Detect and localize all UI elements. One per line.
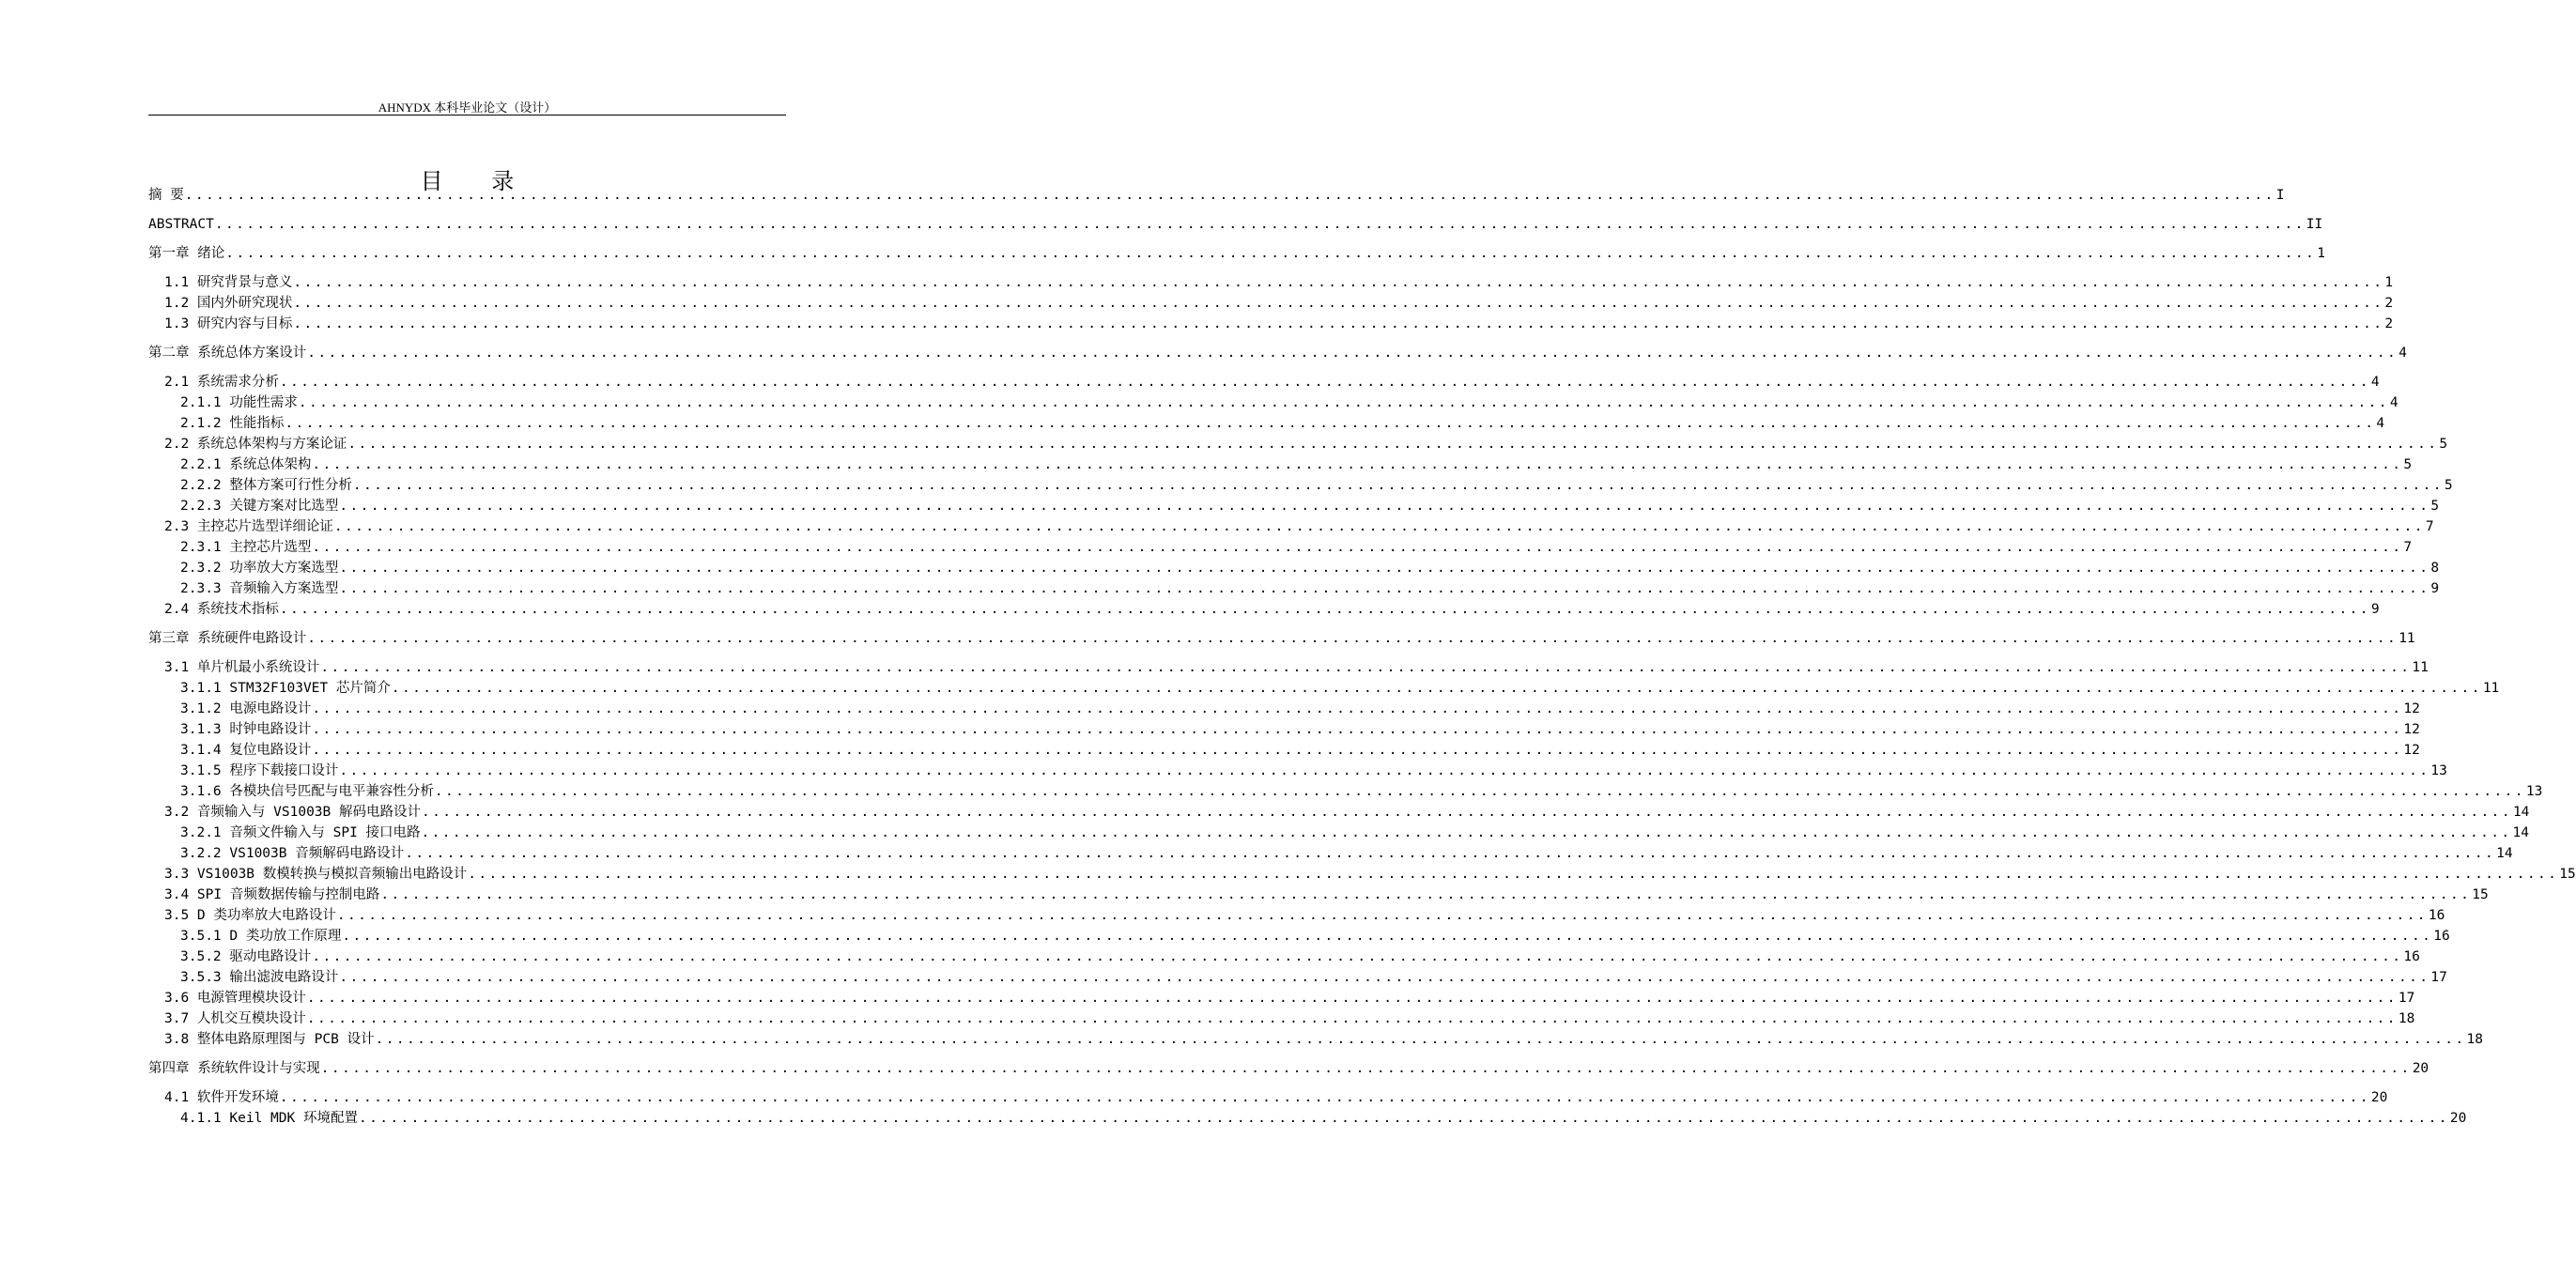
toc-title: 目 录 xyxy=(420,168,535,194)
toc-entry[interactable] xyxy=(148,823,2529,843)
toc-entry[interactable] xyxy=(148,599,2380,620)
toc-entry-page: 11 xyxy=(2399,631,2415,646)
toc-leader-dots: ........................................................................................................................................................................................................ xyxy=(293,296,2384,311)
toc-entry-title: 2.3.2 功率放大方案选型 xyxy=(180,561,339,576)
toc-entry-title: 第二章 系统总体方案设计 xyxy=(148,346,307,361)
toc-entry-title: 3.1.3 时钟电路设计 xyxy=(180,722,312,737)
toc-leader-dots: ........................................................................................................................................................................................................ xyxy=(468,867,2559,882)
toc-entry-title: 3.2 音频输入与 VS1003B 解码电路设计 xyxy=(164,805,421,820)
toc-leader-dots: ........................................................................................................................................................................................................ xyxy=(352,478,2444,493)
toc-entry-title: ABSTRACT xyxy=(148,217,214,232)
toc-entry-title: 1.2 国内外研究现状 xyxy=(164,296,293,311)
toc-leader-dots: ........................................................................................................................................................................................................ xyxy=(339,561,2430,576)
toc-entry-page: 2 xyxy=(2384,316,2394,331)
toc-leader-dots: ........................................................................................................................................................................................................ xyxy=(307,346,2399,361)
toc-entry-page: 16 xyxy=(2428,908,2445,923)
toc-entry-title: 2.1 系统需求分析 xyxy=(164,375,279,390)
toc-entry-page: 5 xyxy=(2403,457,2413,472)
toc-entry-title: 第一章 绪论 xyxy=(148,246,225,261)
toc-entry-page: 14 xyxy=(2496,846,2513,861)
toc-leader-dots: ........................................................................................................................................................................................................ xyxy=(421,825,2512,840)
toc-entry[interactable] xyxy=(148,243,2325,264)
toc-entry[interactable] xyxy=(148,413,2385,434)
toc-leader-dots: ........................................................................................................................................................................................................ xyxy=(312,701,2403,716)
toc-entry[interactable] xyxy=(148,537,2413,558)
toc-entry[interactable] xyxy=(148,1108,2467,1129)
toc-entry[interactable] xyxy=(148,475,2453,496)
toc-entry[interactable] xyxy=(148,1008,2415,1029)
toc-leader-dots: ........................................................................................................................................................................................................ xyxy=(312,743,2403,758)
toc-entry-title: 4.1.1 Keil MDK 环境配置 xyxy=(180,1111,358,1126)
toc-entry-page: 7 xyxy=(2425,519,2434,534)
toc-entry-page: 1 xyxy=(2317,246,2325,261)
page-header: AHNYDX 本科毕业论文（设计） xyxy=(378,100,557,115)
toc-entry-page: 12 xyxy=(2403,722,2420,737)
toc-leader-dots: ........................................................................................................................................................................................................ xyxy=(306,991,2398,1006)
toc-entry-page: 13 xyxy=(2525,784,2543,799)
toc-entry-page: 11 xyxy=(2482,681,2500,696)
toc-entry[interactable] xyxy=(148,699,2420,719)
toc-entry[interactable] xyxy=(148,516,2434,537)
toc-leader-dots: ........................................................................................................................................................................................................ xyxy=(307,631,2399,646)
toc-entry-title: 1.1 研究背景与意义 xyxy=(164,275,293,290)
toc-leader-dots: ........................................................................................................................................................................................................ xyxy=(347,437,2439,452)
toc-entry-page: 5 xyxy=(2430,499,2440,514)
toc-entry-title: 3.5 D 类功率放大电路设计 xyxy=(164,908,336,923)
toc-entry[interactable] xyxy=(148,434,2448,454)
toc-entry-title: 2.2.2 整体方案可行性分析 xyxy=(180,478,352,493)
toc-entry[interactable] xyxy=(148,885,2489,905)
toc-entry[interactable] xyxy=(148,719,2420,740)
toc-entry-title: 2.2.3 关键方案对比选型 xyxy=(180,499,339,514)
toc-entry-page: 11 xyxy=(2412,660,2429,675)
toc-entry-page: 15 xyxy=(2472,887,2489,902)
toc-entry[interactable] xyxy=(148,946,2420,967)
toc-entry-page: 16 xyxy=(2433,929,2450,944)
toc-entry-page: 20 xyxy=(2412,1061,2429,1076)
toc-entry[interactable] xyxy=(148,1058,2429,1079)
toc-entry-title: 3.8 整体电路原理图与 PCB 设计 xyxy=(164,1032,375,1047)
toc-leader-dots: ........................................................................................................................................................................................................ xyxy=(312,949,2403,964)
toc-entry-page: 12 xyxy=(2403,701,2420,716)
toc-entry-title: 4.1 软件开发环境 xyxy=(164,1090,279,1105)
toc-entry-page: 20 xyxy=(2370,1090,2388,1105)
toc-entry-title: 3.1.4 复位电路设计 xyxy=(180,743,312,758)
toc-entry[interactable] xyxy=(148,293,2394,314)
toc-entry[interactable] xyxy=(148,843,2513,864)
toc-leader-dots: ........................................................................................................................................................................................................ xyxy=(333,519,2425,534)
toc-entry-page: 20 xyxy=(2449,1111,2467,1126)
toc-leader-dots: ........................................................................................................................................................................................................ xyxy=(285,416,2376,431)
toc-entry[interactable] xyxy=(148,988,2415,1008)
toc-entry-page: 16 xyxy=(2403,949,2420,964)
toc-entry-page: 1 xyxy=(2384,275,2394,290)
toc-entry-title: 2.4 系统技术指标 xyxy=(164,602,279,617)
toc-entry-page: 12 xyxy=(2403,743,2420,758)
toc-entry-title: 3.5.2 驱动电路设计 xyxy=(180,949,312,964)
toc-entry[interactable] xyxy=(148,802,2530,823)
toc-entry[interactable] xyxy=(148,926,2450,946)
toc-entry[interactable] xyxy=(148,761,2447,781)
toc-entry-title: 2.3.1 主控芯片选型 xyxy=(180,540,312,555)
toc-entry-title: 2.2.1 系统总体架构 xyxy=(180,457,312,472)
toc-leader-dots: ........................................................................................................................................................................................................ xyxy=(422,805,2512,820)
toc-entry-title: 3.1.6 各模块信号匹配与电平兼容性分析 xyxy=(180,784,434,799)
toc-entry[interactable] xyxy=(148,1029,2483,1050)
toc-entry-title: 3.3 VS1003B 数模转换与模拟音频输出电路设计 xyxy=(164,867,468,882)
toc-leader-dots: ........................................................................................................................................................................................................ xyxy=(339,763,2430,778)
toc-leader-dots: ........................................................................................................................................................................................................ xyxy=(375,1032,2466,1047)
toc-entry-page: 9 xyxy=(2370,602,2380,617)
toc-leader-dots: ........................................................................................................................................................................................................ xyxy=(434,784,2525,799)
toc-entry-title: 2.1.2 性能指标 xyxy=(180,416,285,431)
toc-entry-title: 1.3 研究内容与目标 xyxy=(164,316,293,331)
toc-entry-title: 3.1.2 电源电路设计 xyxy=(180,701,312,716)
toc-entry-page: II xyxy=(2306,217,2323,232)
toc-entry[interactable] xyxy=(148,372,2380,392)
toc-entry-title: 3.1.5 程序下载接口设计 xyxy=(180,763,339,778)
toc-entry-page: 4 xyxy=(2389,395,2399,410)
toc-leader-dots: ........................................................................................................................................................................................................ xyxy=(279,375,2370,390)
toc-entry-page: 13 xyxy=(2430,763,2447,778)
toc-entry-page: 4 xyxy=(2370,375,2380,390)
toc-leader-dots: ........................................................................................................................................................................................................ xyxy=(339,581,2430,596)
toc-entry-title: 第四章 系统软件设计与实现 xyxy=(148,1061,320,1076)
toc-entry-page: 9 xyxy=(2430,581,2440,596)
toc-leader-dots: ........................................................................................................................................................................................................ xyxy=(279,1090,2370,1105)
toc-entry-page: I xyxy=(2275,188,2285,203)
toc-entry-page: 18 xyxy=(2466,1032,2483,1047)
toc-entry[interactable] xyxy=(148,454,2413,475)
toc-entry[interactable] xyxy=(148,558,2440,578)
toc-leader-dots: ........................................................................................................................................................................................................ xyxy=(312,457,2403,472)
toc-leader-dots: ........................................................................................................................................................................................................ xyxy=(184,188,2275,203)
toc-entry[interactable] xyxy=(148,496,2440,516)
toc-leader-dots: ........................................................................................................................................................................................................ xyxy=(306,1011,2398,1026)
toc-entry-title: 3.2.1 音频文件输入与 SPI 接口电路 xyxy=(180,825,421,840)
toc-entry[interactable] xyxy=(148,781,2543,802)
toc-leader-dots: ........................................................................................................................................................................................................ xyxy=(380,887,2472,902)
toc-entry-title: 第三章 系统硬件电路设计 xyxy=(148,631,307,646)
toc-entry-title: 2.1.1 功能性需求 xyxy=(180,395,298,410)
toc-entry-title: 2.2 系统总体架构与方案论证 xyxy=(164,437,347,452)
toc-entry-page: 17 xyxy=(2430,970,2447,985)
toc-leader-dots: ........................................................................................................................................................................................................ xyxy=(214,217,2306,232)
toc-entry[interactable] xyxy=(148,392,2399,413)
toc-entry[interactable] xyxy=(148,578,2440,599)
toc-entry-title: 3.6 电源管理模块设计 xyxy=(164,991,306,1006)
toc-leader-dots: ........................................................................................................................................................................................................ xyxy=(293,275,2384,290)
toc-leader-dots: ........................................................................................................................................................................................................ xyxy=(293,316,2384,331)
toc-entry-page: 17 xyxy=(2398,991,2415,1006)
toc-leader-dots: ........................................................................................................................................................................................................ xyxy=(312,722,2403,737)
toc-entry-page: 14 xyxy=(2512,825,2529,840)
toc-entry-page: 15 xyxy=(2559,867,2576,882)
toc-entry-page: 18 xyxy=(2398,1011,2415,1026)
toc-entry[interactable] xyxy=(148,864,2576,885)
toc-leader-dots: ........................................................................................................................................................................................................ xyxy=(320,1061,2412,1076)
toc-entry-title: 2.3.3 音频输入方案选型 xyxy=(180,581,339,596)
toc-leader-dots: ........................................................................................................................................................................................................ xyxy=(279,602,2370,617)
toc-leader-dots: ........................................................................................................................................................................................................ xyxy=(336,908,2428,923)
toc-entry[interactable] xyxy=(148,628,2415,649)
toc-entry[interactable] xyxy=(148,1087,2388,1108)
toc-entry-page: 2 xyxy=(2384,296,2394,311)
toc-entry[interactable] xyxy=(148,740,2420,761)
toc-leader-dots: ........................................................................................................................................................................................................ xyxy=(358,1111,2449,1126)
toc-leader-dots: ........................................................................................................................................................................................................ xyxy=(339,499,2430,514)
toc-entry[interactable] xyxy=(148,905,2445,926)
toc-entry[interactable] xyxy=(148,185,2285,206)
toc-entry-page: 7 xyxy=(2403,540,2413,555)
toc-entry[interactable] xyxy=(148,678,2500,699)
toc-leader-dots: ........................................................................................................................................................................................................ xyxy=(391,681,2482,696)
toc-entry-title: 摘 要 xyxy=(148,188,184,203)
toc-entry[interactable] xyxy=(148,272,2394,293)
toc-leader-dots: ........................................................................................................................................................................................................ xyxy=(339,970,2430,985)
toc-entry-title: 3.5.3 输出滤波电路设计 xyxy=(180,970,339,985)
toc-entry-title: 3.7 人机交互模块设计 xyxy=(164,1011,306,1026)
toc-entry-title: 3.5.1 D 类功放工作原理 xyxy=(180,929,342,944)
toc-leader-dots: ........................................................................................................................................................................................................ xyxy=(225,246,2317,261)
toc-entry-title: 3.2.2 VS1003B 音频解码电路设计 xyxy=(180,846,405,861)
toc-entry[interactable] xyxy=(148,657,2429,678)
toc-entry-page: 5 xyxy=(2444,478,2453,493)
toc-entry[interactable] xyxy=(148,343,2407,363)
toc-entry-page: 8 xyxy=(2430,561,2440,576)
toc-entry-title: 3.4 SPI 音频数据传输与控制电路 xyxy=(164,887,380,902)
toc-entry-page: 14 xyxy=(2512,805,2530,820)
toc-leader-dots: ........................................................................................................................................................................................................ xyxy=(342,929,2433,944)
toc-entry-page: 4 xyxy=(2376,416,2385,431)
toc-entry[interactable] xyxy=(148,314,2394,334)
toc-leader-dots: ........................................................................................................................................................................................................ xyxy=(312,540,2403,555)
toc-entry-title: 3.1 单片机最小系统设计 xyxy=(164,660,320,675)
toc-entry-page: 4 xyxy=(2399,346,2407,361)
toc-leader-dots: ........................................................................................................................................................................................................ xyxy=(298,395,2389,410)
toc-entry[interactable] xyxy=(148,214,2323,235)
toc-entry[interactable] xyxy=(148,967,2447,988)
toc-entry-title: 3.1.1 STM32F103VET 芯片简介 xyxy=(180,681,391,696)
toc-entry-title: 2.3 主控芯片选型详细论证 xyxy=(164,519,333,534)
toc-entry-page: 5 xyxy=(2439,437,2448,452)
toc-leader-dots: ........................................................................................................................................................................................................ xyxy=(320,660,2412,675)
toc-leader-dots: ........................................................................................................................................................................................................ xyxy=(405,846,2496,861)
